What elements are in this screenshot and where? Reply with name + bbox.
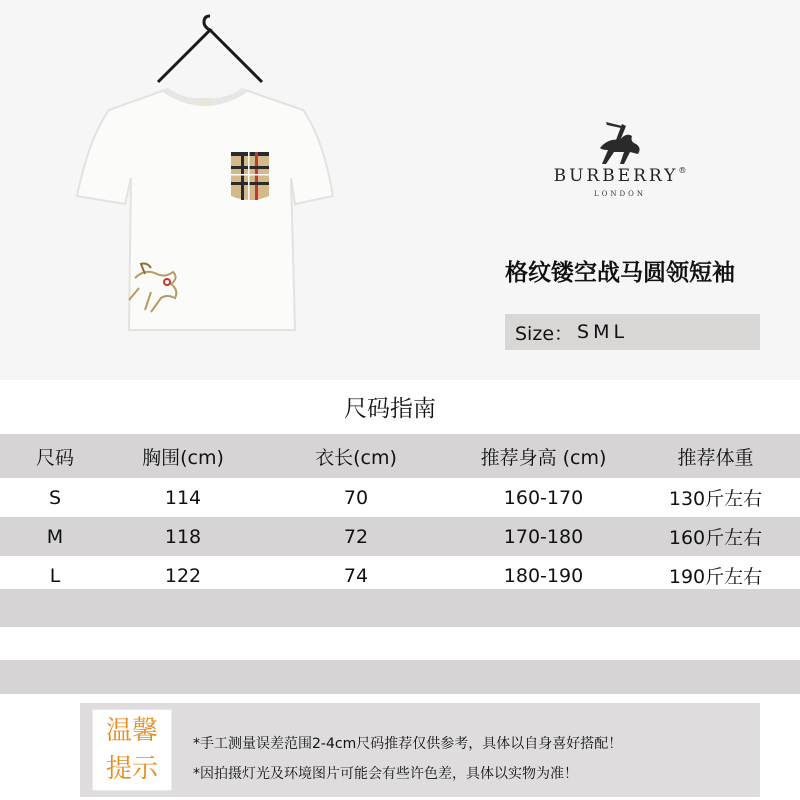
notice-label	[92, 709, 172, 791]
cell-size: M	[46, 525, 64, 548]
brand-subtitle: LONDON	[594, 190, 646, 198]
size-options	[505, 314, 760, 350]
check-pocket	[231, 152, 269, 200]
empty-row	[0, 660, 800, 694]
notice-label-line2: 提示	[105, 754, 158, 784]
equestrian-knight-icon	[592, 118, 648, 170]
cell-height: 170-180	[503, 525, 584, 548]
size-label: Size：	[515, 322, 574, 345]
header-size: 尺码	[35, 446, 74, 469]
cell-chest: 118	[164, 525, 202, 548]
empty-row	[0, 589, 800, 627]
header-chest: 胸围(cm)	[142, 446, 224, 469]
cell-length: 74	[343, 564, 369, 587]
table-row	[0, 517, 800, 556]
cell-length: 70	[343, 486, 369, 509]
product-area	[0, 0, 800, 380]
header-length: 衣长(cm)	[315, 446, 397, 469]
size-guide-title: 尺码指南	[344, 396, 436, 422]
size-table	[0, 434, 800, 595]
cell-weight: 160斤左右	[668, 527, 763, 549]
table-header-row	[0, 434, 800, 478]
brand-name: BURBERRY®	[553, 166, 687, 186]
cell-chest: 122	[164, 564, 202, 587]
notice-text	[193, 729, 622, 789]
cell-weight: 130斤左右	[668, 488, 763, 510]
size-option-m: M	[593, 321, 610, 343]
cell-weight: 190斤左右	[668, 566, 763, 588]
notice-box	[80, 703, 760, 797]
size-option-l: L	[613, 321, 625, 343]
cell-chest: 114	[164, 486, 202, 509]
cell-length: 72	[343, 525, 369, 548]
notice-line-2: *因拍摄灯光及环境图片可能会有些许色差，具体以实物为准！	[193, 766, 578, 782]
table-row	[0, 478, 800, 517]
header-height: 推荐身高 (cm)	[480, 446, 607, 469]
brand-logo	[530, 110, 710, 220]
notice-line-1: *手工测量误差范围2-4cm尺码推荐仅供参考，具体以自身喜好搭配！	[193, 736, 623, 752]
tshirt-image	[55, 78, 355, 348]
cell-size: L	[49, 564, 61, 587]
cell-size: S	[48, 486, 62, 509]
notice-label-line1: 温馨	[105, 716, 158, 746]
product-title: 格纹镂空战马圆领短袖	[505, 260, 735, 286]
cell-height: 160-170	[503, 486, 584, 509]
header-weight: 推荐体重	[677, 446, 754, 469]
size-option-s: S	[577, 321, 590, 343]
cell-height: 180-190	[503, 564, 584, 587]
